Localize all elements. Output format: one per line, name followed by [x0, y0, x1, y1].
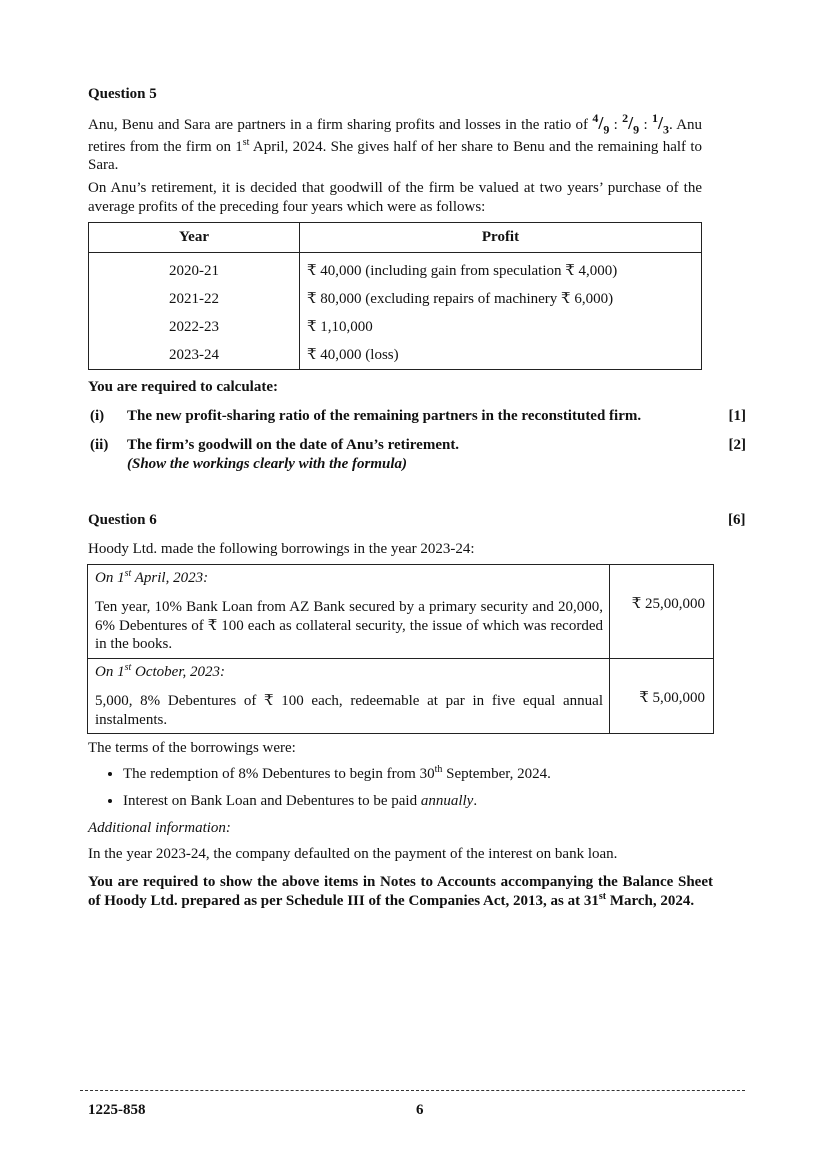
profit-cell: ₹ 40,000 (including gain from speculation ₹ 4,000) — [300, 253, 702, 286]
table-row — [89, 341, 702, 370]
borrowings-table — [87, 564, 714, 734]
borrowing-date: On 1st April, 2023: — [95, 568, 209, 586]
year-column-header: Year — [89, 223, 300, 253]
list-item: • Interest on Bank Loan and Debentures to be paid annually. — [123, 792, 743, 811]
footer-divider — [80, 1090, 745, 1091]
table-row — [88, 565, 714, 659]
profit-table — [88, 222, 702, 370]
borrowing-date: On 1st October, 2023: — [95, 662, 226, 680]
borrowing-description: Ten year, 10% Bank Loan from AZ Bank secured by a primary security and 20,000, 6% Debentures of ₹ 100 each as collateral security, the issue of which was recorded in the books. — [95, 598, 603, 653]
year-cell: 2023-24 — [89, 341, 300, 370]
marks-label: [2] — [728, 437, 746, 453]
table-row — [88, 659, 714, 734]
question-6-marks: [6] — [728, 512, 746, 528]
terms-title: The terms of the borrowings were: — [88, 740, 296, 756]
question-6-title: Question 6 — [88, 512, 157, 528]
ratio-fraction-1: $^4/_9$ — [592, 111, 610, 137]
question-5-part-ii: (ii) The firm’s goodwill on the date of Anu’s retirement. (Show the workings clearly with the formula) [2] — [90, 437, 746, 472]
profit-cell: ₹ 80,000 (excluding repairs of machinery ₹ 6,000) — [300, 285, 702, 313]
profit-cell: ₹ 40,000 (loss) — [300, 341, 702, 370]
additional-info-text: In the year 2023-24, the company defaulted on the payment of the interest on bank loan. — [88, 846, 618, 862]
borrowing-amount: ₹ 5,00,000 — [610, 659, 714, 734]
profit-column-header: Profit — [300, 223, 702, 253]
table-row — [89, 253, 702, 286]
question-5-required: You are required to calculate: — [88, 379, 278, 395]
year-cell: 2022-23 — [89, 313, 300, 341]
borrowing-amount: ₹ 25,00,000 — [610, 565, 714, 659]
terms-list — [88, 765, 743, 819]
table-row — [89, 313, 702, 341]
question-5-intro: Anu, Benu and Sara are partners in a firm sharing profits and losses in the ratio of $^4/_9$ : $^2/_9$ : $^1/_3$. Anu retires from the firm on 1st April, 2024. She gives half of her share to Benu and the remaining half to Sara. — [88, 111, 703, 174]
borrowing-description: 5,000, 8% Debentures of ₹ 100 each, redeemable at par in five equal annual instalments. — [95, 692, 603, 728]
table-row — [89, 285, 702, 313]
year-cell: 2020-21 — [89, 253, 300, 286]
ratio-fraction-3: $^1/_3$ — [651, 111, 669, 137]
list-item: • The redemption of 8% Debentures to begin from 30th September, 2024. — [123, 765, 743, 784]
ratio-fraction-2: $^2/_9$ — [622, 111, 640, 137]
question-5-goodwill-paragraph: On Anu’s retirement, it is decided that goodwill of the firm be valued at two years’ purchase of the average profits of the preceding four years which were as follows: — [88, 180, 702, 215]
paper-code: 1225-858 — [88, 1102, 146, 1118]
profit-cell: ₹ 1,10,000 — [300, 313, 702, 341]
page-number: 6 — [416, 1102, 424, 1118]
question-6-required: You are required to show the above items in Notes to Accounts accompanying the Balance Sheet of Hoody Ltd. prepared as per Schedule III of the Companies Act, 2013, as at 31st March, 2024. — [88, 874, 713, 909]
question-5-title: Question 5 — [88, 86, 157, 102]
workings-note: (Show the workings clearly with the formula) — [127, 455, 408, 472]
marks-label: [1] — [728, 408, 746, 424]
additional-info-title: Additional information: — [88, 820, 231, 836]
question-6-intro: Hoody Ltd. made the following borrowings in the year 2023-24: — [88, 541, 475, 557]
year-cell: 2021-22 — [89, 285, 300, 313]
question-5-part-i: (i) The new profit-sharing ratio of the remaining partners in the reconstituted firm. [1] — [90, 408, 746, 424]
